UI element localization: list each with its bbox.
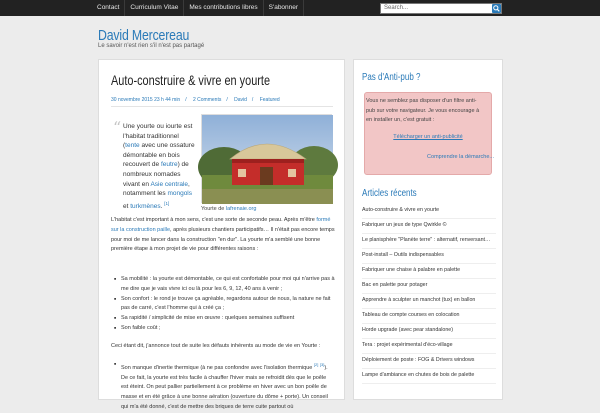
meta-separator: / bbox=[185, 97, 187, 103]
title-divider bbox=[111, 106, 333, 107]
site-tagline: Le savoir n'est rien s'il n'est pas partagé bbox=[98, 43, 205, 49]
paragraph-1: L'habitat c'est important à mon sens, c'est une sorte de seconde peau. Après m'être formé sur la construction paille, après plusieurs chantiers participatifs… Il n'était pas encore temps pour moi de me lancer dans la construction "en dur". La yourte m'a semblé une bonne première étape à mon projet de vie pour différentes raisons : bbox=[111, 217, 335, 253]
top-bar bbox=[0, 0, 600, 16]
meta-separator: / bbox=[251, 97, 254, 103]
drawbacks-list bbox=[121, 360, 335, 413]
caption-link[interactable]: lafrenaie.org bbox=[225, 206, 257, 212]
link-tente[interactable]: tente bbox=[125, 142, 140, 150]
recent-post-link[interactable]: Déploiement de poste : FOG & Drivers windows bbox=[362, 354, 496, 369]
list-item: ■ Son faible coût ; bbox=[121, 324, 335, 334]
recent-post-link[interactable]: Horde upgrade (avec pear standalone) bbox=[362, 324, 496, 339]
paragraph-2: Ceci étant dit, j'annonce tout de suite les défauts inhérents au mode de vie en Yourte : bbox=[111, 343, 321, 349]
recent-post-link[interactable]: Bac en palette pour potager bbox=[362, 279, 496, 294]
antipub-widget-title: Pas d'Anti-pub ? bbox=[362, 72, 421, 83]
nav-item-contributions[interactable]: Mes contributions libres bbox=[184, 0, 263, 16]
post-meta bbox=[111, 97, 285, 103]
recent-post-link[interactable]: Le planisphère "Planète terre" : alternatif, renversant… bbox=[362, 234, 496, 249]
recent-post-link[interactable]: Auto-construire & vivre en yourte bbox=[362, 204, 496, 219]
recent-post-link[interactable]: Post-install – Outils indispensables bbox=[362, 249, 496, 264]
recent-posts-title: Articles récents bbox=[362, 188, 417, 199]
search-icon bbox=[492, 4, 501, 13]
site-title[interactable]: David Mercereau bbox=[98, 27, 190, 44]
post-content bbox=[98, 59, 345, 411]
yurt-image bbox=[202, 115, 333, 204]
list-item: ■ Son manque d'inertie thermique (à ne pas confondre avec l'isolation thermique [2] [3]). De ce fait, la yourte est très facile à chauffer l'hiver mais se refroidit dès que le poêle est éteint. On peut pallier partiellement à ce problème en hiver avec un bon poêle de masse et en été grâce à une bonne aération (ouverture du dôme + porte). Un conseil qui m'a été donné, c'est de mettre des briques de terre cuite partout où bbox=[121, 360, 335, 413]
recent-post-link[interactable]: Tableau de compte courses en colocation bbox=[362, 309, 496, 324]
antipub-download-link[interactable]: Télécharger un anti-publicité bbox=[393, 134, 463, 140]
link-asie-centrale[interactable]: Asie centrale bbox=[150, 180, 189, 188]
nav-item-cv[interactable]: Curriculum Vitae bbox=[125, 0, 184, 16]
post-comments-link[interactable]: 2 Comments bbox=[193, 97, 222, 103]
footnote-ref-3[interactable]: [3] bbox=[319, 362, 325, 367]
post-author-link[interactable]: David bbox=[234, 97, 247, 103]
post-title[interactable]: Auto-construire & vivre en yourte bbox=[111, 72, 271, 88]
list-item: ■ Sa mobilité : la yourte est démontable, ce qui est confortable pour moi qui n'arrive pas à me dire que je vais vivre ici ou là pour les 6, 9, 12, 40 ans à venir ; bbox=[121, 275, 335, 295]
link-construction-paille[interactable]: formé sur la construction paille bbox=[111, 217, 331, 233]
recent-post-link[interactable]: Tera : projet expérimental d'éco-village bbox=[362, 339, 496, 354]
recent-post-link[interactable]: Fabriquer un jeux de type Qwirkle © bbox=[362, 219, 496, 234]
photo-caption: Yourte de lafrenaie.org bbox=[201, 206, 257, 212]
link-mongols[interactable]: mongols bbox=[167, 190, 193, 198]
recent-post-link[interactable]: Apprendre à sculpter un manchot (tux) en ballon bbox=[362, 294, 496, 309]
antipub-more-link[interactable]: Comprendre la démarche... bbox=[427, 154, 494, 160]
list-item: ■ Sa rapidité / simplicité de mise en œuvre : quelques semaines suffisent bbox=[121, 314, 335, 324]
yurt-photo[interactable] bbox=[201, 114, 332, 203]
footnote-ref-1[interactable]: [1] bbox=[164, 200, 170, 206]
recent-post-link[interactable]: Lampe d'ambiance en chutes de bois de palette bbox=[362, 369, 496, 384]
recent-posts-list bbox=[362, 204, 496, 384]
link-feutre[interactable]: feutre bbox=[160, 161, 178, 169]
search-button[interactable] bbox=[492, 4, 501, 13]
post-category-link[interactable]: Featured bbox=[259, 97, 280, 103]
advantages-list bbox=[121, 275, 335, 334]
top-nav bbox=[92, 0, 304, 16]
footnote-ref-2[interactable]: [2] bbox=[313, 362, 319, 367]
antipub-text: Vous ne semblez pas disposer d'un filtre anti-pub sur votre navigateur. Je vous encourage à en installer un, c'est gratuit : bbox=[366, 98, 480, 124]
meta-separator: / bbox=[226, 97, 228, 103]
nav-item-subscribe[interactable]: S'abonner bbox=[264, 0, 304, 16]
sidebar bbox=[353, 59, 503, 400]
list-item: ■ Son confort : le rond je trouve ça agréable, regardons autour de nous, la nature ne fait pas de carré, c'est l'homme qui à créé ça ; bbox=[121, 295, 335, 315]
nav-item-contact[interactable]: Contact bbox=[92, 0, 125, 16]
search-input[interactable]: Search... bbox=[380, 3, 502, 14]
link-turkmenes[interactable]: turkmènes bbox=[130, 202, 161, 210]
intro-quote: Une yourte ou iourte est l'habitat traditionnel (tente avec une ossature démontable en bois recouvert de feutre) de nombreux nomades vivant en Asie centrale, notamment les mongols et turkmènes. [1] bbox=[123, 123, 195, 210]
quote-mark-icon: “ bbox=[113, 118, 122, 137]
recent-post-link[interactable]: Fabriquer une chaise à palabre en palette bbox=[362, 264, 496, 279]
post-date[interactable]: 30 novembre 2015 23 h 44 min bbox=[111, 97, 181, 103]
